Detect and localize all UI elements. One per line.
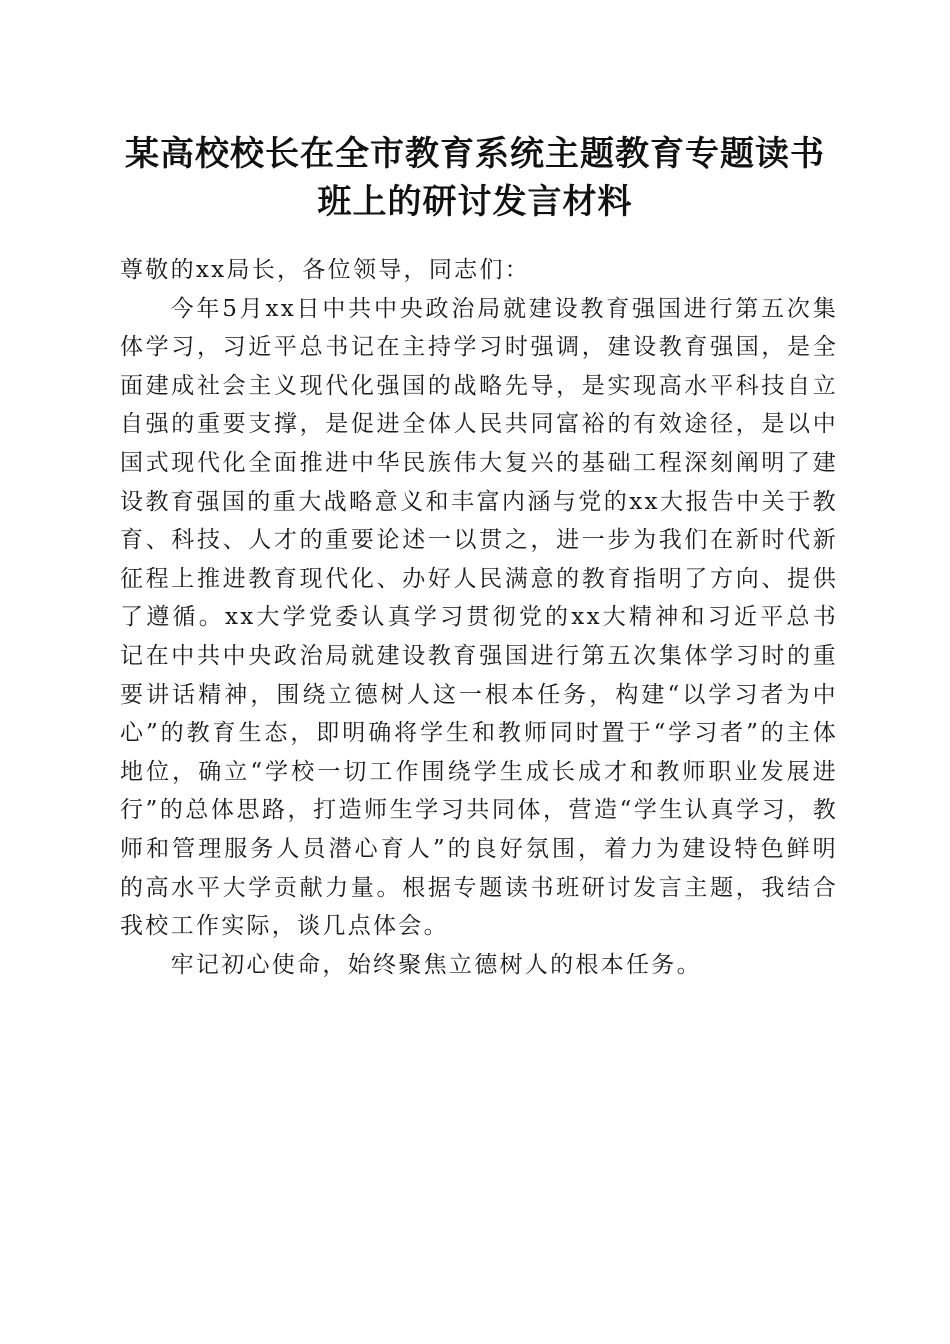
title-line-1: 某高校校长在全市教育系统主题教育专题读书 — [125, 134, 825, 174]
paragraph-heading-1: 牢记初心使命，始终聚焦立德树人的根本任务。 — [170, 951, 702, 978]
title-line-2: 班上的研讨发言材料 — [317, 182, 633, 222]
salutation: 尊敬的xx局长，各位领导，同志们： — [120, 257, 531, 283]
document-title — [100, 130, 850, 226]
paragraph-intro: 今年5月xx日中共中央政治局就建设教育强国进行第五次集体学习，习近平总书记在主持学习时强调，建设教育强国，是全面建成社会主义现代化强国的战略先导，是实现高水平科技自立自强的重要支撑，是促进全体人民共同富裕的有效途径，是以中国式现代化全面推进中华民族伟大复兴的基础工程深刻阐明了建设教育强国的重大战略意义和丰富内涵与党的xx大报告中关于教育、科技、人才的重要论述一以贯之，进一步为我们在新时代新征程上推进教育现代化、办好人民满意的教育指明了方向、提供了遵循。xx大学党委认真学习贯彻党的xx大精神和习近平总书记在中共中央政治局就建设教育强国进行第五次集体学习时的重要讲话精神，围绕立德树人这一根本任务，构建“以学习者为中心”的教育生态，即明确将学生和教师同时置于“学习者”的主体地位，确立“学校一切工作围绕学生成长成才和教师职业发展进行”的总体思路，打造师生学习共同体，营造“学生认真学习，教师和管理服务人员潜心育人”的良好氛围，着力为建设特色鲜明的高水平大学贡献力量。根据专题读书班研讨发言主题，我结合我校工作实际，谈几点体会。 — [120, 295, 838, 940]
document-body — [120, 251, 838, 984]
